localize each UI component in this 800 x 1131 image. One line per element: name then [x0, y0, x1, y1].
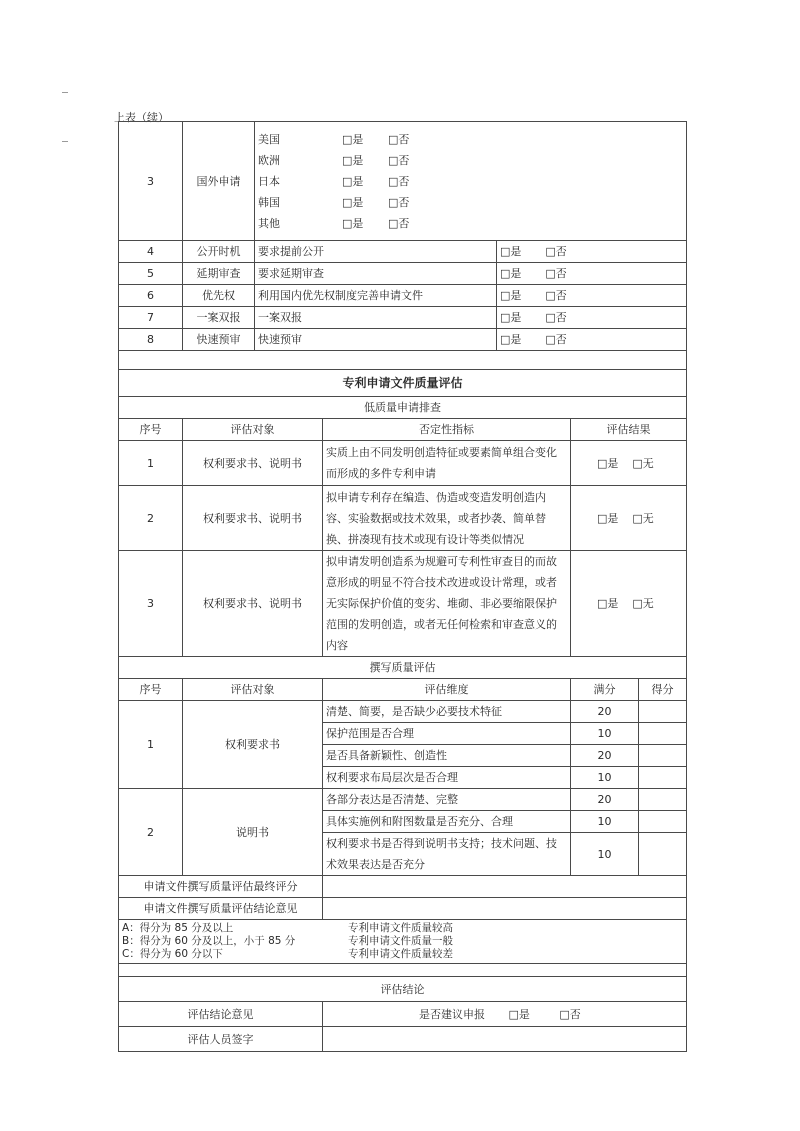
- header-score: 得分: [639, 679, 687, 701]
- row-label: 国外申请: [183, 122, 255, 241]
- row-result: [571, 551, 687, 657]
- score-input[interactable]: [639, 723, 687, 745]
- row-number: 2: [119, 486, 183, 551]
- country-name: 韩国: [258, 195, 280, 209]
- final-score-input[interactable]: [323, 876, 687, 898]
- country-name: 日本: [258, 174, 280, 188]
- scan-mark: [62, 92, 68, 93]
- yes-checkbox[interactable]: □是: [500, 333, 522, 346]
- score-input[interactable]: [639, 767, 687, 789]
- row-object: 说明书: [183, 789, 323, 876]
- yes-checkbox[interactable]: □是: [342, 153, 364, 167]
- blank-row: [119, 351, 687, 370]
- row-indicator: 拟申请发明创造系为规避可专利性审查目的而故意形成的明显不符合技术改进或设计常理，或者无实际保护价值的变劣、堆砌、非必要缩限保护范围的发明创造，或者无任何检索和审查意义的内容: [323, 551, 571, 657]
- signature-row: [119, 1027, 687, 1052]
- foreign-application-row: [119, 122, 687, 241]
- table-caption: 上表（续）: [114, 111, 169, 124]
- low-quality-header-row: [119, 419, 687, 441]
- score-input[interactable]: [639, 789, 687, 811]
- option-row: [119, 285, 687, 307]
- country-name: 欧洲: [258, 153, 280, 167]
- row-options: [497, 307, 687, 329]
- row-result: [571, 486, 687, 551]
- row-dimension: 保护范围是否合理: [323, 723, 571, 745]
- subsection-title-row: [119, 397, 687, 419]
- scan-mark: [62, 141, 68, 142]
- row-dimension: 权利要求布局层次是否合理: [323, 767, 571, 789]
- none-checkbox[interactable]: □无: [632, 597, 654, 610]
- country-item: [258, 150, 683, 171]
- scale-item: [122, 922, 683, 935]
- option-row: [119, 241, 687, 263]
- quality-section-title: 专利申请文件质量评估: [119, 370, 687, 397]
- final-score-label: 申请文件撰写质量评估最终评分: [119, 876, 323, 898]
- yes-checkbox[interactable]: □是: [500, 245, 522, 258]
- row-description: 利用国内优先权制度完善申请文件: [255, 285, 497, 307]
- scale-item: [122, 948, 683, 961]
- yes-checkbox[interactable]: □是: [342, 132, 364, 146]
- header-object: 评估对象: [183, 679, 323, 701]
- scale-meaning: 专利申请文件质量一般: [348, 935, 453, 947]
- header-dimension: 评估维度: [323, 679, 571, 701]
- scale-level: B：得分为 60 分及以上，小于 85 分: [122, 935, 296, 947]
- row-number: 7: [119, 307, 183, 329]
- row-full-score: 10: [571, 811, 639, 833]
- section-title-row: [119, 977, 687, 1002]
- option-row: [119, 307, 687, 329]
- header-object: 评估对象: [183, 419, 323, 441]
- row-description: 快速预审: [255, 329, 497, 351]
- yes-checkbox[interactable]: □是: [500, 267, 522, 280]
- no-checkbox[interactable]: □否: [559, 1007, 581, 1021]
- yes-checkbox[interactable]: □是: [597, 597, 619, 610]
- subsection-title-row: [119, 657, 687, 679]
- signature-input[interactable]: [323, 1027, 687, 1052]
- no-checkbox[interactable]: □否: [388, 174, 410, 188]
- row-number: 3: [119, 551, 183, 657]
- low-quality-row: [119, 441, 687, 486]
- no-checkbox[interactable]: □否: [545, 289, 567, 302]
- row-description: 要求提前公开: [255, 241, 497, 263]
- no-checkbox[interactable]: □否: [388, 153, 410, 167]
- row-full-score: 20: [571, 789, 639, 811]
- country-list: [255, 122, 687, 241]
- row-label: 公开时机: [183, 241, 255, 263]
- row-indicator: 拟申请专利存在编造、伪造或变造发明创造内容、实验数据或技术效果，或者抄袭、简单替换、拼凑现有技术或现有设计等类似情况: [323, 486, 571, 551]
- country-item: [258, 213, 683, 234]
- writing-row: [119, 701, 687, 723]
- yes-checkbox[interactable]: □是: [500, 289, 522, 302]
- row-dimension: 权利要求书是否得到说明书支持；技术问题、技术效果表达是否充分: [323, 833, 571, 876]
- row-number: 5: [119, 263, 183, 285]
- row-options: [497, 329, 687, 351]
- section-title-row: [119, 370, 687, 397]
- yes-checkbox[interactable]: □是: [500, 311, 522, 324]
- score-input[interactable]: [639, 811, 687, 833]
- row-indicator: 实质上由不同发明创造特征或要素简单组合变化而形成的多件专利申请: [323, 441, 571, 486]
- score-input[interactable]: [639, 833, 687, 876]
- scale-level: A：得分为 85 分及以上: [122, 922, 234, 934]
- header-indicator: 否定性指标: [323, 419, 571, 441]
- row-full-score: 10: [571, 723, 639, 745]
- row-options: [497, 263, 687, 285]
- row-number: 6: [119, 285, 183, 307]
- row-description: 一案双报: [255, 307, 497, 329]
- conclusion-opinion-label: 评估结论意见: [119, 1002, 323, 1027]
- row-number: 1: [119, 441, 183, 486]
- writing-header-row: [119, 679, 687, 701]
- blank-cell: [119, 351, 687, 370]
- row-full-score: 20: [571, 701, 639, 723]
- country-item: [258, 171, 683, 192]
- row-object: 权利要求书、说明书: [183, 486, 323, 551]
- option-row: [119, 329, 687, 351]
- row-number: 1: [119, 701, 183, 789]
- row-label: 优先权: [183, 285, 255, 307]
- conclusion-row: [119, 1002, 687, 1027]
- no-checkbox[interactable]: □否: [545, 267, 567, 280]
- country-name: 其他: [258, 216, 280, 230]
- none-checkbox[interactable]: □无: [632, 456, 654, 470]
- blank-cell: [119, 964, 687, 977]
- row-object: 权利要求书、说明书: [183, 441, 323, 486]
- row-object: 权利要求书、说明书: [183, 551, 323, 657]
- conclusion-opinion-row: [119, 898, 687, 920]
- header-result: 评估结果: [571, 419, 687, 441]
- low-quality-row: [119, 486, 687, 551]
- scale-item: [122, 935, 683, 948]
- country-item: [258, 192, 683, 213]
- row-label: 一案双报: [183, 307, 255, 329]
- writing-conclusion-input[interactable]: [323, 898, 687, 920]
- low-quality-title: 低质量申请排查: [119, 397, 687, 419]
- conclusion-options: [323, 1002, 687, 1027]
- no-checkbox[interactable]: □否: [545, 311, 567, 324]
- no-checkbox[interactable]: □否: [388, 216, 410, 230]
- row-label: 延期审查: [183, 263, 255, 285]
- header-full-score: 满分: [571, 679, 639, 701]
- row-dimension: 各部分表达是否清楚、完整: [323, 789, 571, 811]
- recommend-question: 是否建议申报: [419, 1007, 485, 1021]
- no-checkbox[interactable]: □否: [545, 333, 567, 346]
- row-number: 2: [119, 789, 183, 876]
- no-checkbox[interactable]: □否: [388, 132, 410, 146]
- country-name: 美国: [258, 132, 280, 146]
- score-input[interactable]: [639, 701, 687, 723]
- yes-checkbox[interactable]: □是: [597, 456, 619, 470]
- row-number: 4: [119, 241, 183, 263]
- yes-checkbox[interactable]: □是: [342, 195, 364, 209]
- yes-checkbox[interactable]: □是: [508, 1007, 530, 1021]
- country-item: [258, 129, 683, 150]
- scale-meaning: 专利申请文件质量较高: [348, 922, 453, 934]
- final-score-row: [119, 876, 687, 898]
- row-object: 权利要求书: [183, 701, 323, 789]
- row-number: 3: [119, 122, 183, 241]
- writing-conclusion-label: 申请文件撰写质量评估结论意见: [119, 898, 323, 920]
- row-full-score: 20: [571, 745, 639, 767]
- row-label: 快速预审: [183, 329, 255, 351]
- row-dimension: 具体实施例和附图数量是否充分、合理: [323, 811, 571, 833]
- yes-checkbox[interactable]: □是: [342, 174, 364, 188]
- header-num: 序号: [119, 419, 183, 441]
- row-dimension: 是否具备新颖性、创造性: [323, 745, 571, 767]
- row-options: [497, 241, 687, 263]
- blank-row: [119, 964, 687, 977]
- row-dimension: 清楚、简要，是否缺少必要技术特征: [323, 701, 571, 723]
- scale-level: C：得分为 60 分以下: [122, 948, 223, 960]
- header-num: 序号: [119, 679, 183, 701]
- row-options: [497, 285, 687, 307]
- no-checkbox[interactable]: □否: [545, 245, 567, 258]
- score-scale: [119, 920, 687, 964]
- low-quality-row: [119, 551, 687, 657]
- scale-meaning: 专利申请文件质量较差: [348, 948, 453, 960]
- row-full-score: 10: [571, 833, 639, 876]
- no-checkbox[interactable]: □否: [388, 195, 410, 209]
- score-scale-row: [119, 920, 687, 964]
- conclusion-title: 评估结论: [119, 977, 687, 1002]
- row-full-score: 10: [571, 767, 639, 789]
- patent-evaluation-table: [118, 121, 687, 1052]
- option-row: [119, 263, 687, 285]
- row-number: 8: [119, 329, 183, 351]
- row-description: 要求延期审查: [255, 263, 497, 285]
- score-input[interactable]: [639, 745, 687, 767]
- yes-checkbox[interactable]: □是: [342, 216, 364, 230]
- yes-checkbox[interactable]: □是: [597, 511, 619, 525]
- signature-label: 评估人员签字: [119, 1027, 323, 1052]
- none-checkbox[interactable]: □无: [632, 511, 654, 525]
- row-result: [571, 441, 687, 486]
- writing-row: [119, 789, 687, 811]
- writing-quality-title: 撰写质量评估: [119, 657, 687, 679]
